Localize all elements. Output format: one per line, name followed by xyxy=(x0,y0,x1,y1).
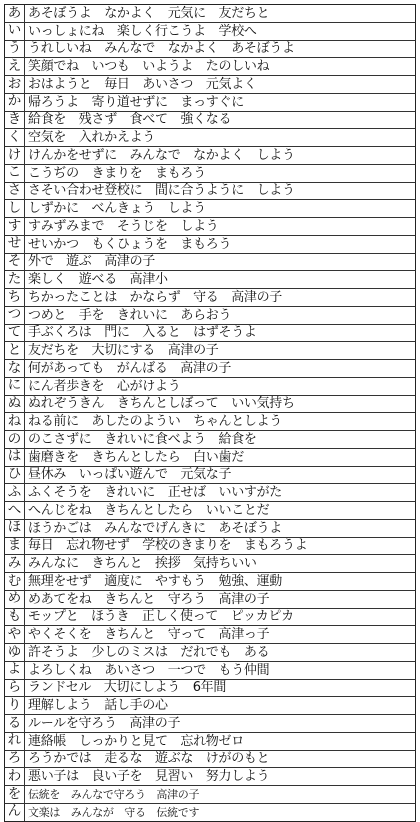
phrase-cell: 笑顔でね いつも いようよ たのしいね xyxy=(28,59,270,75)
karuta-row xyxy=(4,129,416,147)
phrase-cell: のこさずに きれいに食べよう 給食を xyxy=(28,431,257,447)
kana-cell: あ xyxy=(5,5,25,22)
phrase-cell: 給食を 残さず 食べて 強くなる xyxy=(28,112,232,128)
kana-cell: ね xyxy=(5,413,25,430)
phrase-cell: つめと 手を きれいに あらおう xyxy=(28,307,232,323)
kana-cell: む xyxy=(5,573,25,590)
phrase-cell: ランドセル 大切にしよう 6年間 xyxy=(28,680,227,696)
kana-cell: す xyxy=(5,218,25,235)
phrase-cell: いっしょにね 楽しく行こうよ 学校へ xyxy=(28,23,257,39)
karuta-table xyxy=(4,4,416,822)
karuta-row xyxy=(4,200,416,218)
kana-cell: り xyxy=(5,697,25,714)
karuta-row xyxy=(4,147,416,165)
kana-cell: き xyxy=(5,112,25,129)
karuta-row xyxy=(4,76,416,94)
kana-cell: は xyxy=(5,449,25,466)
kana-cell: ひ xyxy=(5,467,25,484)
karuta-row xyxy=(4,804,416,822)
karuta-row xyxy=(4,183,416,201)
karuta-row xyxy=(4,538,416,556)
karuta-row xyxy=(4,467,416,485)
kana-cell: ぬ xyxy=(5,396,25,413)
phrase-cell: さそい合わせ登校に 間に合うように しよう xyxy=(28,183,295,199)
kana-cell: た xyxy=(5,271,25,288)
phrase-cell: ほうかごは みんなでげんきに あそぼうよ xyxy=(28,520,283,536)
kana-cell: み xyxy=(5,555,25,572)
phrase-cell: けんかをせずに みんなで なかよく しよう xyxy=(28,147,295,163)
kana-cell: の xyxy=(5,431,25,448)
kana-cell: よ xyxy=(5,662,25,679)
karuta-row xyxy=(4,662,416,680)
phrase-cell: 空気を 入れかえよう xyxy=(28,130,156,146)
phrase-cell: 毎日 忘れ物せず 学校のきまりを まもろうよ xyxy=(28,538,308,554)
kana-cell: と xyxy=(5,342,25,359)
kana-cell: え xyxy=(5,58,25,75)
karuta-row xyxy=(4,360,416,378)
phrase-cell: 理解しよう 話し手の心 xyxy=(28,698,168,714)
phrase-cell: 外で 遊ぶ 高津の子 xyxy=(28,254,156,270)
phrase-cell: へんじをね きちんとしたら いいことだ xyxy=(28,502,270,518)
karuta-row xyxy=(4,609,416,627)
kana-cell: を xyxy=(5,786,25,803)
phrase-cell: 友だちを 大切にする 高津の子 xyxy=(28,343,219,359)
karuta-row xyxy=(4,254,416,272)
karuta-row xyxy=(4,573,416,591)
kana-cell: や xyxy=(5,626,25,643)
karuta-row xyxy=(4,378,416,396)
kana-cell: ら xyxy=(5,680,25,697)
kana-cell: い xyxy=(5,23,25,40)
karuta-row xyxy=(4,520,416,538)
karuta-row xyxy=(4,396,416,414)
kana-cell: ん xyxy=(5,804,25,821)
kana-cell: ほ xyxy=(5,520,25,537)
karuta-row xyxy=(4,41,416,59)
phrase-cell: 伝統を みんなで守ろう 高津の子 xyxy=(28,787,200,801)
phrase-cell: ねる前に あしたのようい ちゃんとしよう xyxy=(28,414,283,430)
phrase-cell: ちかったことは かならず 守る 高津の子 xyxy=(28,289,283,305)
phrase-cell: ルールを守ろう 高津の子 xyxy=(28,715,181,731)
kana-cell: く xyxy=(5,129,25,146)
phrase-cell: 楽しく 遊べる 高津小 xyxy=(28,272,168,288)
karuta-row xyxy=(4,484,416,502)
phrase-cell: おはようと 毎日 あいさつ 元気よく xyxy=(28,76,257,92)
kana-cell: つ xyxy=(5,307,25,324)
phrase-cell: モップと ほうき 正しく使って ピッカピカ xyxy=(28,609,294,625)
karuta-row xyxy=(4,94,416,112)
phrase-cell: 連絡帳 しっかりと見て 忘れ物ゼロ xyxy=(28,733,244,749)
phrase-cell: にん者歩きを 心がけよう xyxy=(28,378,181,394)
kana-cell: て xyxy=(5,325,25,342)
phrase-cell: 帰ろうよ 寄り道せずに まっすぐに xyxy=(28,94,244,110)
kana-cell: め xyxy=(5,591,25,608)
karuta-row xyxy=(4,165,416,183)
kana-cell: へ xyxy=(5,502,25,519)
karuta-row xyxy=(4,680,416,698)
kana-cell: せ xyxy=(5,236,25,253)
karuta-row xyxy=(4,5,416,23)
phrase-cell: 文楽は みんなが 守る 伝統です xyxy=(28,805,200,819)
kana-cell: ち xyxy=(5,289,25,306)
karuta-row xyxy=(4,58,416,76)
kana-cell: こ xyxy=(5,165,25,182)
kana-cell: ふ xyxy=(5,484,25,501)
phrase-cell: よろしくね あいさつ 一つで もう仲間 xyxy=(28,662,270,678)
kana-cell: ろ xyxy=(5,751,25,768)
kana-cell: ま xyxy=(5,538,25,555)
phrase-cell: 昼休み いっぱい遊んで 元気な子 xyxy=(28,467,232,483)
kana-cell: わ xyxy=(5,768,25,785)
karuta-row xyxy=(4,112,416,130)
kana-cell: お xyxy=(5,76,25,93)
karuta-row xyxy=(4,786,416,804)
kana-cell: る xyxy=(5,715,25,732)
phrase-cell: すみずみまで そうじを しよう xyxy=(28,218,219,234)
phrase-cell: ふくそうを きれいに 正せば いいすがた xyxy=(28,485,283,501)
kana-cell: さ xyxy=(5,183,25,200)
kana-cell: し xyxy=(5,200,25,217)
kana-cell: そ xyxy=(5,254,25,271)
karuta-row xyxy=(4,449,416,467)
phrase-cell: せいかつ もくひょうを まもろう xyxy=(28,236,232,252)
kana-cell: に xyxy=(5,378,25,395)
karuta-row xyxy=(4,218,416,236)
kana-cell: も xyxy=(5,609,25,626)
karuta-row xyxy=(4,289,416,307)
karuta-rows xyxy=(4,5,416,822)
phrase-cell: うれしいね みんなで なかよく あそぼうよ xyxy=(28,41,295,57)
phrase-cell: ぬれぞうきん きちんとしぼって いい気持ち xyxy=(28,396,295,412)
phrase-cell: 手ぶくろは 門に 入ると はずそうよ xyxy=(28,325,257,341)
karuta-row xyxy=(4,307,416,325)
phrase-cell: あそぼうよ なかよく 元気に 友だちと xyxy=(28,5,270,21)
karuta-row xyxy=(4,502,416,520)
kana-cell: う xyxy=(5,41,25,58)
phrase-cell: めあてをね きちんと 守ろう 高津の子 xyxy=(28,591,270,607)
karuta-row xyxy=(4,342,416,360)
phrase-cell: 悪い子は 良い子を 見習い 努力しよう xyxy=(28,769,270,785)
phrase-cell: 歯磨きを きちんとしたら 白い歯だ xyxy=(28,449,244,465)
karuta-row xyxy=(4,413,416,431)
karuta-row xyxy=(4,751,416,769)
kana-cell: な xyxy=(5,360,25,377)
karuta-row xyxy=(4,236,416,254)
phrase-cell: ろうかでは 走るな 遊ぶな けがのもと xyxy=(28,751,270,767)
phrase-cell: 何があっても がんばる 高津の子 xyxy=(28,360,232,376)
karuta-row xyxy=(4,591,416,609)
karuta-row xyxy=(4,23,416,41)
karuta-row xyxy=(4,271,416,289)
phrase-cell: 無理をせず 適度に やすもう 勉強、運動 xyxy=(28,573,283,589)
karuta-row xyxy=(4,715,416,733)
karuta-row xyxy=(4,325,416,343)
karuta-row xyxy=(4,555,416,573)
karuta-row xyxy=(4,768,416,786)
karuta-row xyxy=(4,697,416,715)
kana-cell: か xyxy=(5,94,25,111)
phrase-cell: 許そうよ 少しのミスは だれでも ある xyxy=(28,644,270,660)
karuta-row xyxy=(4,733,416,751)
karuta-row xyxy=(4,431,416,449)
karuta-row xyxy=(4,626,416,644)
kana-cell: け xyxy=(5,147,25,164)
phrase-cell: やくそくを きちんと 守って 高津っ子 xyxy=(28,627,270,643)
kana-cell: ゆ xyxy=(5,644,25,661)
phrase-cell: しずかに べんきょう しよう xyxy=(28,201,206,217)
phrase-cell: みんなに きちんと 挨拶 気持ちいい xyxy=(28,556,257,572)
kana-cell: れ xyxy=(5,733,25,750)
phrase-cell: こうぢの きまりを まもろう xyxy=(28,165,206,181)
karuta-row xyxy=(4,644,416,662)
